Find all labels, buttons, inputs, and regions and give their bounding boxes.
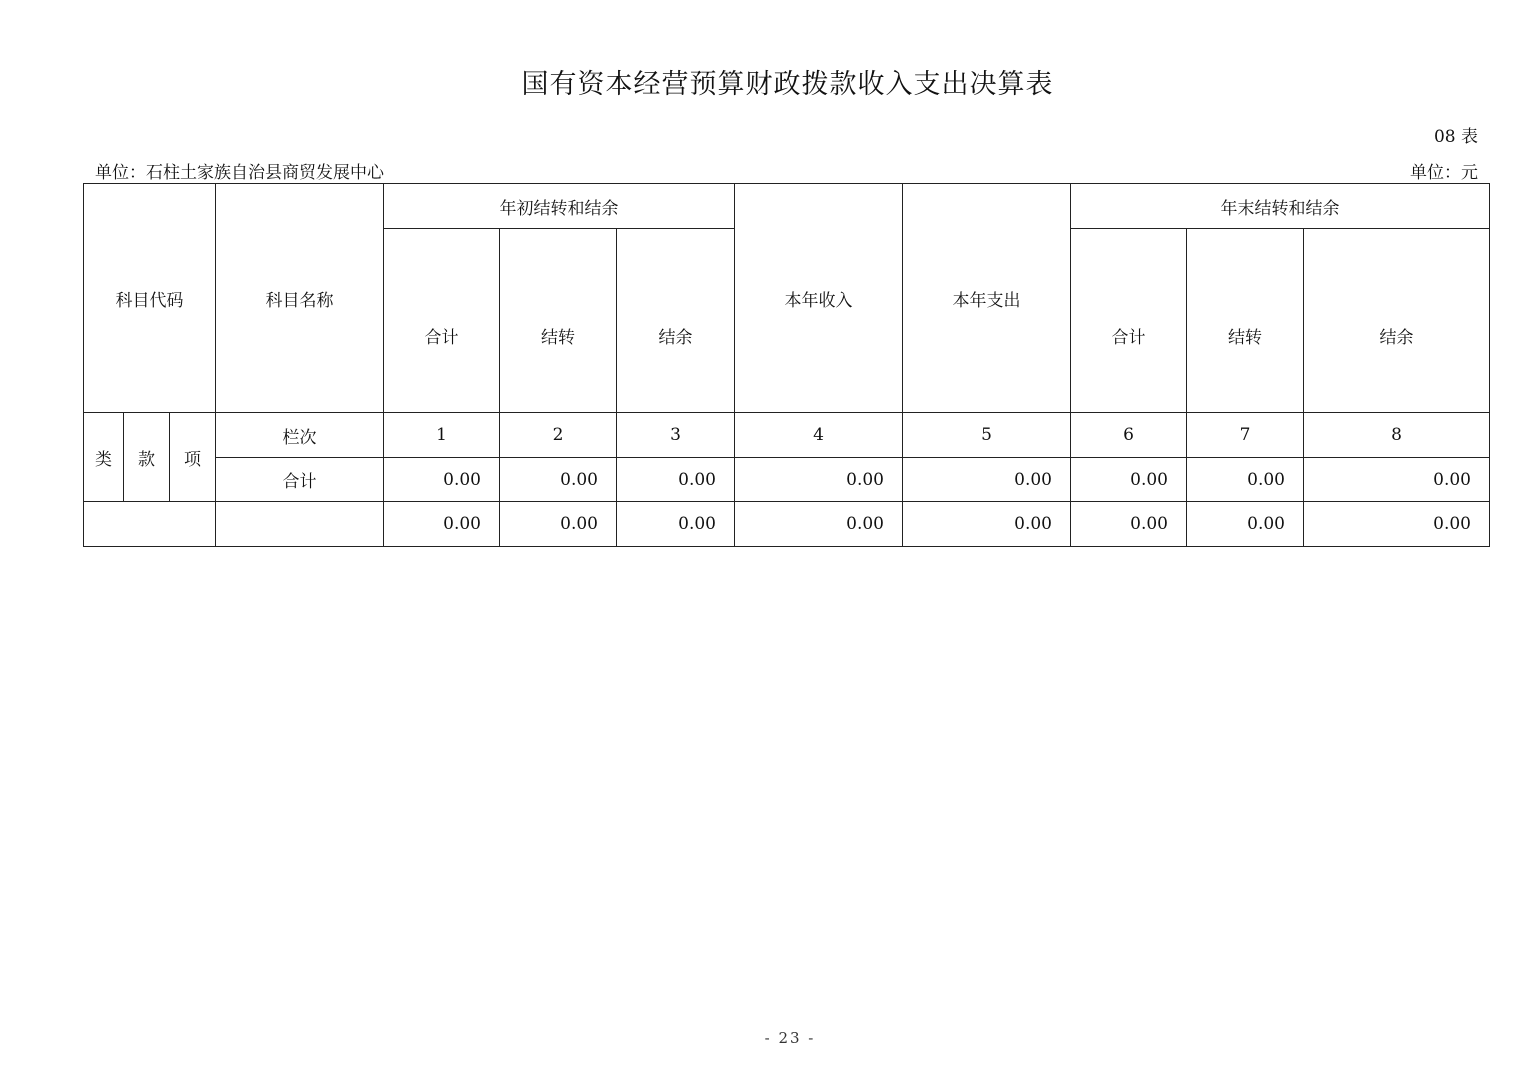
- row-subject-name: [216, 502, 384, 547]
- column-number: 5: [903, 413, 1071, 458]
- total-value: 0.00: [500, 458, 617, 502]
- header-ending-carryover: 结转: [1187, 229, 1304, 413]
- form-number: 08 表: [1433, 127, 1478, 147]
- currency-unit: 单位：元: [1410, 163, 1478, 183]
- row-value: 0.00: [903, 502, 1071, 547]
- header-ending-total: 合计: [1071, 229, 1187, 413]
- column-number: 3: [617, 413, 735, 458]
- header-beginning-total: 合计: [384, 229, 500, 413]
- column-number: 2: [500, 413, 617, 458]
- header-item: 项: [170, 413, 216, 502]
- row-value: 0.00: [500, 502, 617, 547]
- total-value: 0.00: [1187, 458, 1304, 502]
- header-class: 类: [84, 413, 124, 502]
- header-beginning-group: 年初结转和结余: [384, 184, 735, 229]
- header-subject-code: 科目代码: [84, 184, 216, 413]
- header-current-expense: 本年支出: [903, 184, 1071, 413]
- column-number-row: [84, 413, 1490, 458]
- total-row: [84, 458, 1490, 502]
- column-number: 4: [735, 413, 903, 458]
- header-current-income: 本年收入: [735, 184, 903, 413]
- page-title: 国有资本经营预算财政拨款收入支出决算表: [521, 69, 1054, 100]
- total-value: 0.00: [1071, 458, 1187, 502]
- header-section: 款: [124, 413, 170, 502]
- column-number: 6: [1071, 413, 1187, 458]
- row-value: 0.00: [1071, 502, 1187, 547]
- header-row-1: [84, 184, 1490, 229]
- header-beginning-carryover: 结转: [500, 229, 617, 413]
- row-value: 0.00: [617, 502, 735, 547]
- total-label: 合计: [216, 458, 384, 502]
- header-ending-balance: 结余: [1304, 229, 1490, 413]
- column-number: 8: [1304, 413, 1490, 458]
- header-subject-name: 科目名称: [216, 184, 384, 413]
- total-value: 0.00: [735, 458, 903, 502]
- page-number: - 23 -: [764, 1029, 816, 1047]
- reporting-unit: 单位：石柱土家族自治县商贸发展中心: [95, 163, 384, 183]
- budget-table: [83, 183, 1490, 547]
- column-number: 7: [1187, 413, 1304, 458]
- row-value: 0.00: [384, 502, 500, 547]
- row-value: 0.00: [1187, 502, 1304, 547]
- row-subject-code: [84, 502, 216, 547]
- total-value: 0.00: [384, 458, 500, 502]
- total-value: 0.00: [617, 458, 735, 502]
- header-beginning-balance: 结余: [617, 229, 735, 413]
- row-value: 0.00: [735, 502, 903, 547]
- table-row: [84, 502, 1490, 547]
- header-column-no: 栏次: [216, 413, 384, 458]
- total-value: 0.00: [1304, 458, 1490, 502]
- total-value: 0.00: [903, 458, 1071, 502]
- header-ending-group: 年末结转和结余: [1071, 184, 1490, 229]
- column-number: 1: [384, 413, 500, 458]
- row-value: 0.00: [1304, 502, 1490, 547]
